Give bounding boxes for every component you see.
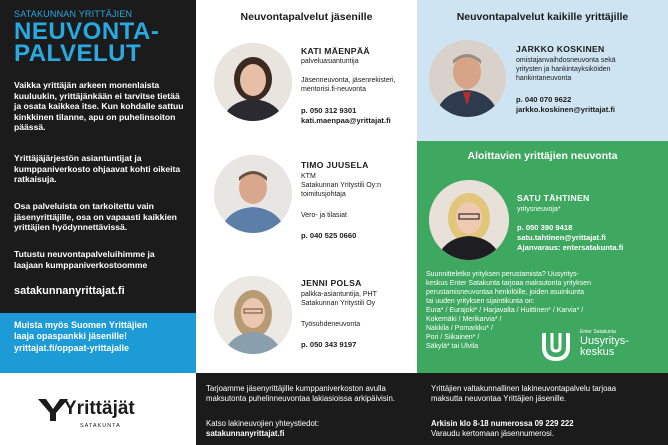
avatar-kati [214,43,292,121]
person-name-timo: TIMO JUUSELA [301,160,369,170]
intro-paragraph-2: Yrittäjäjärjestön asiantuntijat ja kumppaniverkosto ohjaavat kohti oikeita ratkaisuja. [14,153,181,185]
members-heading: Neuvontapalvelut jäsenille [240,11,373,23]
callout-link[interactable]: yrittajat.fi/oppaat-yrittajalle [14,342,130,353]
intro-paragraph-4: Tutustu neuvontapalveluihimme ja laajaan kumppaniverkostoomme [14,249,155,270]
footer-mid-line1: Tarjoamme jäsenyrittäjille kumppaniverkoston avulla [206,384,386,393]
person-role-satu: yritysneuvoja* [517,206,561,213]
callout-line-2: laaja opaspankki jäsenille! [14,331,128,342]
avatar-jenni [214,276,292,354]
org-name: SATAKUNNAN YRITTÄJIEN [14,9,133,19]
logo-text-line2: keskus [580,346,615,358]
person-name-kati: KATI MÄENPÄÄ [301,46,370,56]
phone-jenni[interactable]: p. 050 343 9197 [301,340,357,349]
footer-right-line1: Yrittäjien valtakunnallinen lakineuvontapalvelu tarjoaa [431,384,617,393]
intro-panel [0,0,196,373]
person-desc-jarkko-3: hankintaneuvonta [516,75,572,82]
starters-body-line: perustamisneuvontaa henkilöille, joiden asuinkunta [426,289,584,296]
email-jarkko[interactable]: jarkko.koskinen@yrittajat.fi [516,105,615,114]
intro-paragraph-3: Osa palveluista on tarkoitettu vain jäsenyrittäjille, osa on vapaasti kaikkien yrittäjien hyödynnettävissä. [14,201,177,233]
person-desc-jarkko-1: omistajanvaihdosneuvonta sekä [516,57,616,64]
person-desc-timo: Vero- ja tilasiat [301,212,347,219]
avatar-timo [214,155,292,233]
person-role-timo-3: toimitusjohtaja [301,191,346,198]
person-role-timo-1: KTM [301,173,316,180]
person-photo-icon [429,180,509,260]
person-role-jenni-1: palkka-asiantuntija, PHT [301,291,377,298]
logo-caption: Enter Satakunta [580,329,616,335]
footer-mid-line2: maksutonta puhelinneuvontaa lakiasioissa arkipäivisin. [206,394,395,403]
starters-body-line: Nakkila / Pomarkku* / [426,325,493,332]
person-photo-icon [214,155,292,233]
intro-paragraph-1: Vaikka yrittäjän arkeen monenlaista kuuluukin, yrittäjänkään ei tarvitse tietää ja osata kaikkea itse. Kun kohdalle sattuu kinkkinen tilanne, apu on puhelinsoiton päässä. [14,80,184,133]
email-kati[interactable]: kati.maenpaa@yrittajat.fi [301,116,391,125]
starters-body-line: tai uuden yrityksen sijaintikunta on: [426,298,535,305]
logo-text-line1: Uusyritys- [580,335,629,347]
person-desc-jenni: Työsuhdeneuvonta [301,321,361,328]
footer-logo-area [0,373,196,445]
footer-phone[interactable]: Arkisin klo 8-18 numerossa 09 229 222 [431,419,574,428]
person-role-kati: palveluasiantuntija [301,58,359,65]
person-desc-kati-2: mentorisi.fi-neuvonta [301,86,366,93]
starters-heading: Aloittavien yrittäjien neuvonta [467,150,618,162]
starters-body-line: Säkylä* tai Ulvila [426,343,479,350]
footer-brand: Yrittäjät [64,398,135,419]
footer-brand-sub: SATAKUNTA [80,423,121,429]
footer-link[interactable]: satakunnanyrittajat.fi [206,429,285,438]
page-title-line2: PALVELUT [14,40,142,67]
footer-mid-line3: Katso lakineuvojien yhteystiedot: [206,419,320,428]
booking-link[interactable]: Ajanvaraus: entersatakunta.fi [517,243,624,252]
callout-line-1: Muista myös Suomen Yrittäjien [14,320,148,330]
phone-timo[interactable]: p. 040 525 0660 [301,231,357,240]
person-name-jenni: JENNI POLSA [301,278,362,288]
person-photo-icon [429,40,506,117]
person-role-timo-2: Satakunnan Yritystili Oy:n [301,182,382,189]
starters-body-line: Suunnitteletko yrityksen perustamista? Uusyritys- [426,271,579,278]
starters-body-line: Pori / Siikainen* / [426,334,480,341]
starters-body-line: Eura* / Eurajoki* / Harjavalta / Huittinen* / Karvia* / [426,307,584,314]
footer-right-line2: maksutta neuvontaa Yrittäjien jäsenille. [431,394,567,403]
starters-body-line: Kokemäki / Merikarvia* / [426,316,502,323]
person-desc-kati-1: Jäsenneuvonta, jäsenrekisteri, [301,77,396,84]
person-photo-icon [214,43,292,121]
phone-satu[interactable]: p. 050 390 9418 [517,223,573,232]
avatar-jarkko [429,40,506,117]
phone-jarkko[interactable]: p. 040 070 9622 [516,95,572,104]
person-photo-icon [214,276,292,354]
website-link[interactable]: satakunnanyrittajat.fi [14,285,125,297]
person-desc-jarkko-2: yritysten ja hankintayksiköiden [516,66,611,73]
email-satu[interactable]: satu.tahtinen@yrittajat.fi [517,233,606,242]
guide-callout [0,313,196,373]
page-title-line1: NEUVONTA- [14,18,160,45]
person-name-jarkko: JARKKO KOSKINEN [516,44,605,54]
person-role-jenni-2: Satakunnan Yritystili Oy [301,300,376,307]
avatar-satu [429,180,509,260]
starters-body-line: keskus Enter Satakunta tarjoaa maksutonta yrityksen [426,280,591,287]
uusyrityskeskus-logo-icon [538,327,574,363]
phone-kati[interactable]: p. 050 312 9301 [301,106,357,115]
person-name-satu: SATU TÄHTINEN [517,193,590,203]
all-entrepreneurs-heading: Neuvontapalvelut kaikille yrittäjille [456,11,629,23]
footer-right-line4: Varaudu kertomaan jäsennumerosi. [431,429,554,438]
